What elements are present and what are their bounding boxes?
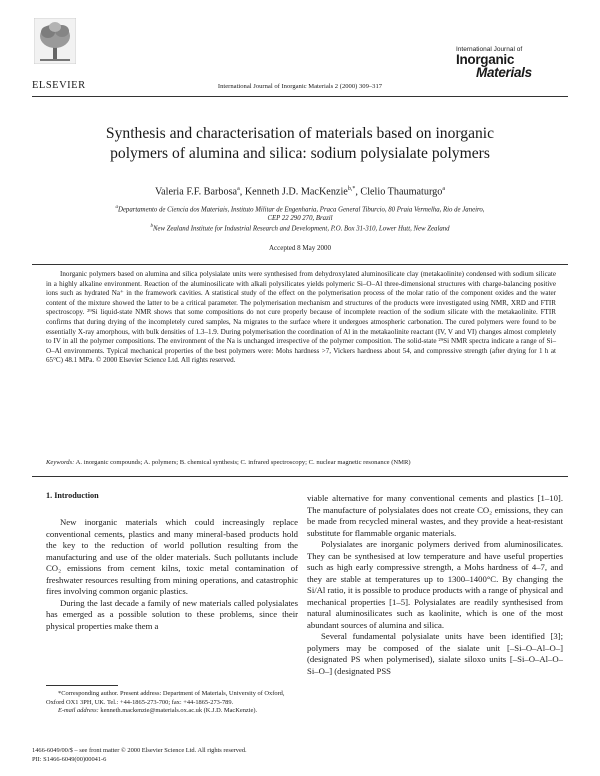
author-1: Valeria F.F. Barbosa (154, 186, 238, 198)
footnote (46, 690, 298, 716)
keywords (46, 459, 556, 466)
intro-paragraph-4: Several fundamental polysialate units have been identified [3]; polymers may be composed of the sialate unit [–Si–O–Al–O–] (designated PS when polymerised), sialate siloxo units [–Si–O–Al–O–Si–O–] (designated PSS (307, 631, 563, 676)
affiliation-a (60, 203, 540, 223)
keywords-label: Keywords: (46, 459, 75, 466)
accepted-date: Accepted 8 May 2000 (268, 244, 331, 252)
author-list: Valeria F.F. Barbosa$^a$, Kenneth J.D. MacKenzie$^{b,*}$, Clelio Thaumaturgo$^a$ (154, 186, 446, 198)
affiliation-a-line2: CEP 22 290 270, Brazil (267, 215, 333, 223)
article-title (60, 124, 540, 164)
keywords-rule (32, 476, 568, 477)
journal-brand (456, 46, 568, 79)
footnote-corresponding: *Corresponding author. Present address: Department of Materials, University of Oxford, Oxford OX1 3PH, UK. Tel.: +44-1865-273-700; fax: +44-1865-273-789. (46, 690, 285, 706)
copyright-line: 1466-6049/00/$ – see front matter © 2000 Elsevier Science Ltd. All rights reserved. (32, 747, 247, 754)
title-line-2: polymers of alumina and silica: sodium polysialate polymers (110, 145, 490, 162)
elsevier-tree-logo (34, 18, 76, 64)
header-rule (32, 96, 568, 97)
footnote-email: kenneth.mackenzie@materials.ox.ac.uk (K.J.D. MacKenzie). (100, 707, 258, 715)
intro-paragraph-2: During the last decade a family of new materials called polysialates has emerged as a possible solution to these problems, since their physical properties make them a (46, 597, 298, 631)
author-3: Clelio Thaumaturgo (360, 186, 443, 198)
footnote-email-label: E-mail address: (58, 707, 99, 715)
author-2: Kenneth J.D. MacKenzie (244, 186, 348, 198)
affiliation-a-line1: Departamento de Ciencia dos Materiais, Instituto Militar de Engenharia, Praca General Tiburcio, 80 Praia Vermelha, Rio de Janeiro, (118, 206, 485, 214)
right-column (307, 493, 563, 677)
intro-paragraph-1: New inorganic materials which could increasingly replace conventional cements, plastics and many mineral-based products hold the key to the reduction of world pollution resulting from the manufacturing and use of the older materials. Such pollutants include CO₂ emissions from cement kilns, toxic metal contamination of freshwater resources resulting from mining operations, and catastrophic fires involving common organic plastics. (46, 517, 298, 596)
journal-brand-line2: Inorganic (456, 52, 515, 67)
affiliation-b-sup: b (150, 224, 153, 229)
journal-brand-line1: International Journal of (456, 46, 523, 53)
affiliation-b (60, 222, 540, 233)
copyright-block (32, 746, 432, 764)
author-2-sup: b,* (347, 186, 356, 192)
keywords-text: A. inorganic compounds; A. polymers; B. chemical synthesis; C. infrared spectroscopy; C. nuclear magnetic resonance (NMR) (75, 459, 411, 466)
publisher-name: ELSEVIER (32, 80, 86, 91)
journal-citation: International Journal of Inorganic Materials 2 (2000) 309–317 (217, 83, 383, 90)
abstract-text: Inorganic polymers based on alumina and silica polysialate units were synthesised from dehydroxylated aluminosilicate clay (metakaolinite) condensed with sodium silicate in a highly alkaline environment. Reaction of the aluminosilicate with alkali polysilicates yields polymeric Si–O–Al three-dimensional structures with charge-balancing positive ions such as hydrated Na⁺ in the framework cavities. A statistical study of the effect on the polymerisation process of the molar ratio of the component oxides and the water content of the mixture showed the latter to be a critical parameter. The polymerisation mechanism and structures of the products were investigated using NMR, XRD and FTIR spectroscopy. ²⁹Si liquid-state NMR shows that some compositions do not cure properly because of incomplete reaction of the sodium silicate with the metakaolinite. FTIR confirms that during drying of the incompletely cured samples, Na migrates to the surface where it undergoes atmospheric carbonation. The cured polymers were found to be essentially X-ray amorphous, with bulk densities of 1.3–1.9. During polymerisation the coordination of Al in the metakaolinite reactant (IV, V and VI) changes almost completely to IV in all the polymer compositions. The environment of the Na is unchanged irrespective of the polymer composition. The solid-state ²⁹Si NMR spectra indicate a range of Si–O–Al environments. Typical mechanical properties of the best polymers were: Mohs hardness >7, Vickers hardness about 54, and compressive strength (after drying for 1 h at 65°C) 48.1 MPa. © 2000 Elsevier Science Ltd. All rights reserved. (46, 270, 556, 365)
section-title-introduction: 1. Introduction (46, 491, 99, 500)
footnote-rule (46, 685, 118, 686)
title-line-1: Synthesis and characterisation of materials based on inorganic (105, 125, 495, 142)
left-column (46, 517, 298, 632)
journal-brand-line3: Materials (476, 65, 532, 80)
intro-paragraph-3: Polysialates are inorganic polymers derived from aluminosilicates. They can be synthesised at low temperature and have useful properties such as high early compressive strength, a Mohs hardness of 4–7, and they are stable at temperatures up to 1300–1400°C. By changing the Si/Al ratio, it is possible to produce products with a range of physical and mechanical properties [1–5]. Polysialates are readily synthesised from natural aluminosilicates such as kaolinite, which is one of the most abundant sources of alumina and silica. (307, 539, 563, 630)
author-3-sup: a (442, 186, 446, 192)
affiliation-a-sup: a (115, 205, 118, 210)
intro-paragraph-2-continued: viable alternative for many conventional cements and plastics [1–10]. The manufacture of polysialates does not create CO₂ emissions, they can be made from recycled mineral wastes, and they provide a heat-resistant substitute for flammable organic materials. (307, 493, 563, 538)
author-1-sup: a (237, 186, 240, 192)
pii-line: PII: S1466-6049(00)00041-6 (32, 756, 107, 763)
affiliation-b-text: New Zealand Institute for Industrial Research and Development, P.O. Box 31-310, Lower Hutt, New Zealand (152, 225, 450, 233)
abstract-rule (32, 264, 568, 265)
